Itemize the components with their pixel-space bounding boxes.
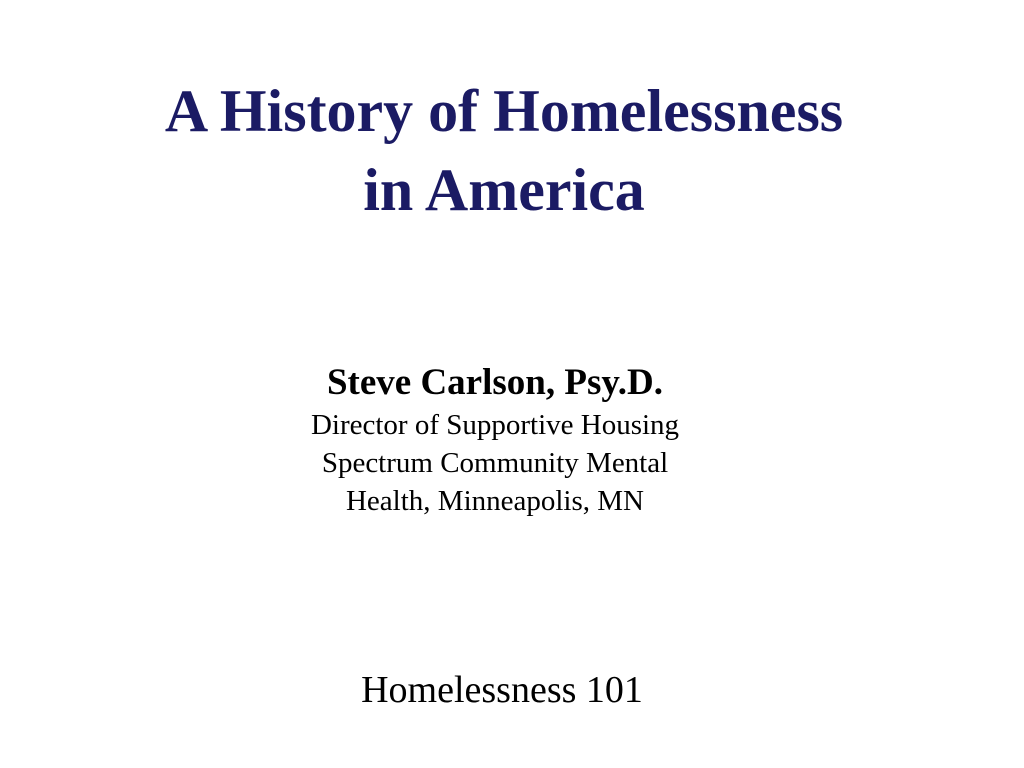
slide-footer: Homelessness 101 <box>361 669 643 711</box>
title-line-2: in America <box>363 157 645 223</box>
author-position: Director of Supportive Housing <box>310 409 680 441</box>
author-org-line-2: Health, Minneapolis, MN <box>345 485 644 517</box>
author-name: Steve Carlson, Psy.D. <box>326 362 664 403</box>
author-org-line-1: Spectrum Community Mental <box>321 447 669 479</box>
title-line-1: A History of Homelessness <box>164 78 844 144</box>
author-block <box>0 360 990 520</box>
slide-title <box>0 72 1008 230</box>
